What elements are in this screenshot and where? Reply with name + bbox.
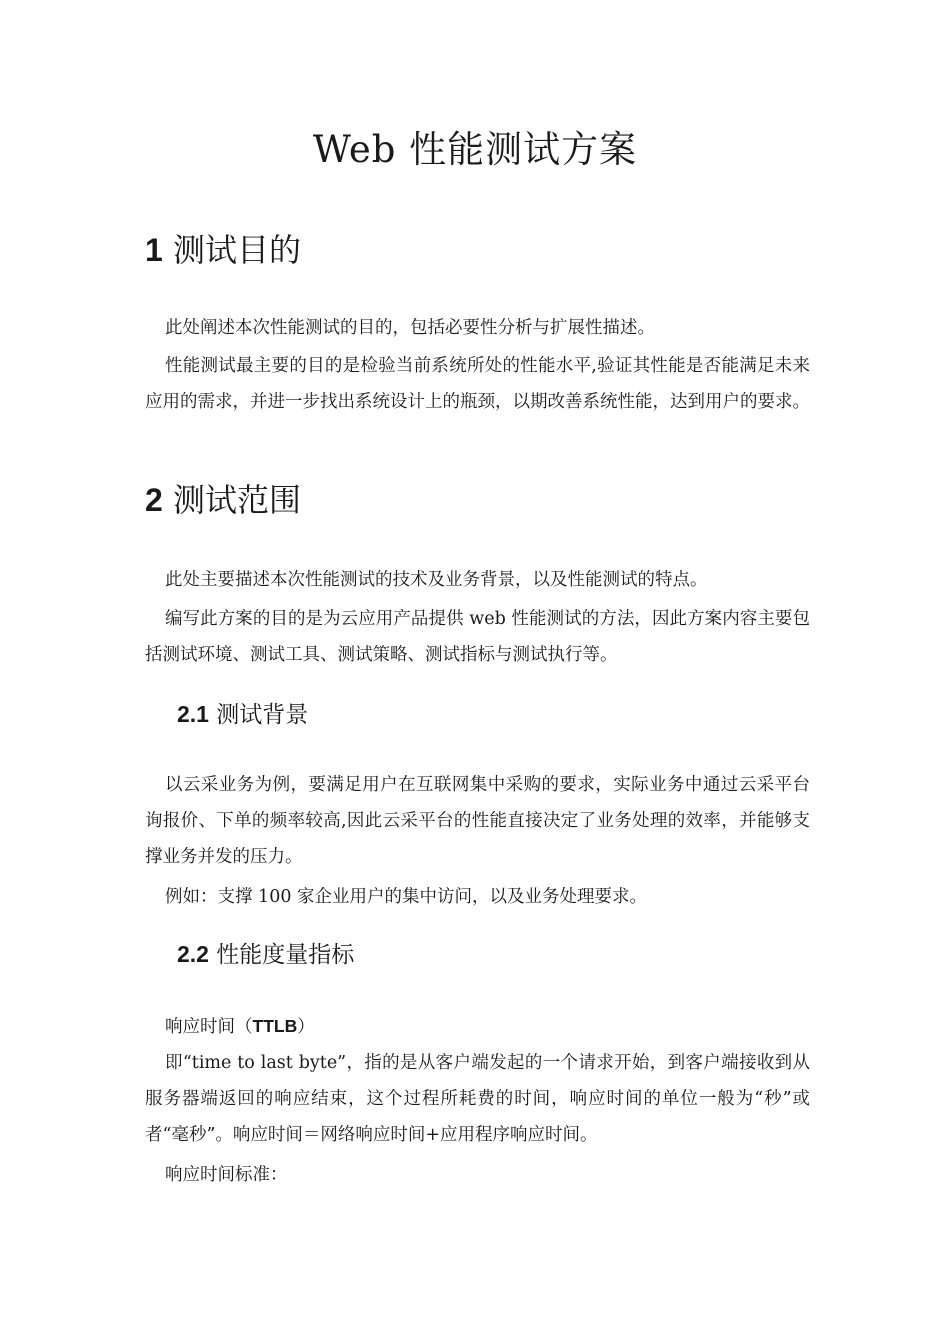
response-time-definition: 即“time to last byte”，指的是从客户端发起的一个请求开始，到客户端接收到从服务器端返回的响应结束，这个过程所耗费的时间，响应时间的单位一般为“秒”或者“毫秒”。响应时间＝网络响应时间+应用程序响应时间。 (145, 1053, 810, 1145)
section-1-heading (145, 226, 301, 274)
section-1-title: 测试目的 (172, 231, 301, 269)
section-2-2-title: 性能度量指标 (216, 942, 355, 968)
section-2-2-heading (177, 936, 354, 973)
section-2-paragraph-1: 此处主要描述本次性能测试的技术及业务背景，以及性能测试的特点。 (165, 570, 708, 590)
section-2-1-heading (177, 696, 308, 733)
response-time-standard-label: 响应时间标准： (165, 1165, 288, 1185)
section-2-heading (145, 476, 301, 524)
section-1-number: 1 (145, 232, 163, 268)
section-2-title: 测试范围 (172, 481, 301, 519)
response-time-close: ） (297, 1017, 315, 1037)
response-time-abbr: TTLB (252, 1016, 298, 1036)
section-2-number: 2 (145, 482, 163, 518)
section-2-1-title: 测试背景 (216, 702, 309, 728)
response-time-label: 响应时间（ (165, 1017, 253, 1037)
section-2-1-number: 2.1 (177, 701, 209, 727)
section-2-paragraph-2: 编写此方案的目的是为云应用产品提供 web 性能测试的方法，因此方案内容主要包括测试环境、测试工具、测试策略、测试指标与测试执行等。 (145, 609, 810, 665)
response-time-heading (145, 1008, 810, 1045)
section-2-1-paragraph-2: 例如：支撑 100 家企业用户的集中访问，以及业务处理要求。 (165, 887, 648, 907)
section-2-2-number: 2.2 (177, 941, 209, 967)
section-1-paragraph-1: 此处阐述本次性能测试的目的，包括必要性分析与扩展性描述。 (165, 318, 655, 338)
section-1-paragraph-2: 性能测试最主要的目的是检验当前系统所处的性能水平,验证其性能是否能满足未来应用的需求，并进一步找出系统设计上的瓶颈，以期改善系统性能，达到用户的要求。 (145, 356, 810, 412)
section-2-1-paragraph-1: 以云采业务为例，要满足用户在互联网集中采购的要求，实际业务中通过云采平台询报价、下单的频率较高,因此云采平台的性能直接决定了业务处理的效率，并能够支撑业务并发的压力。 (145, 775, 810, 867)
document-title: Web 性能测试方案 (312, 128, 638, 171)
